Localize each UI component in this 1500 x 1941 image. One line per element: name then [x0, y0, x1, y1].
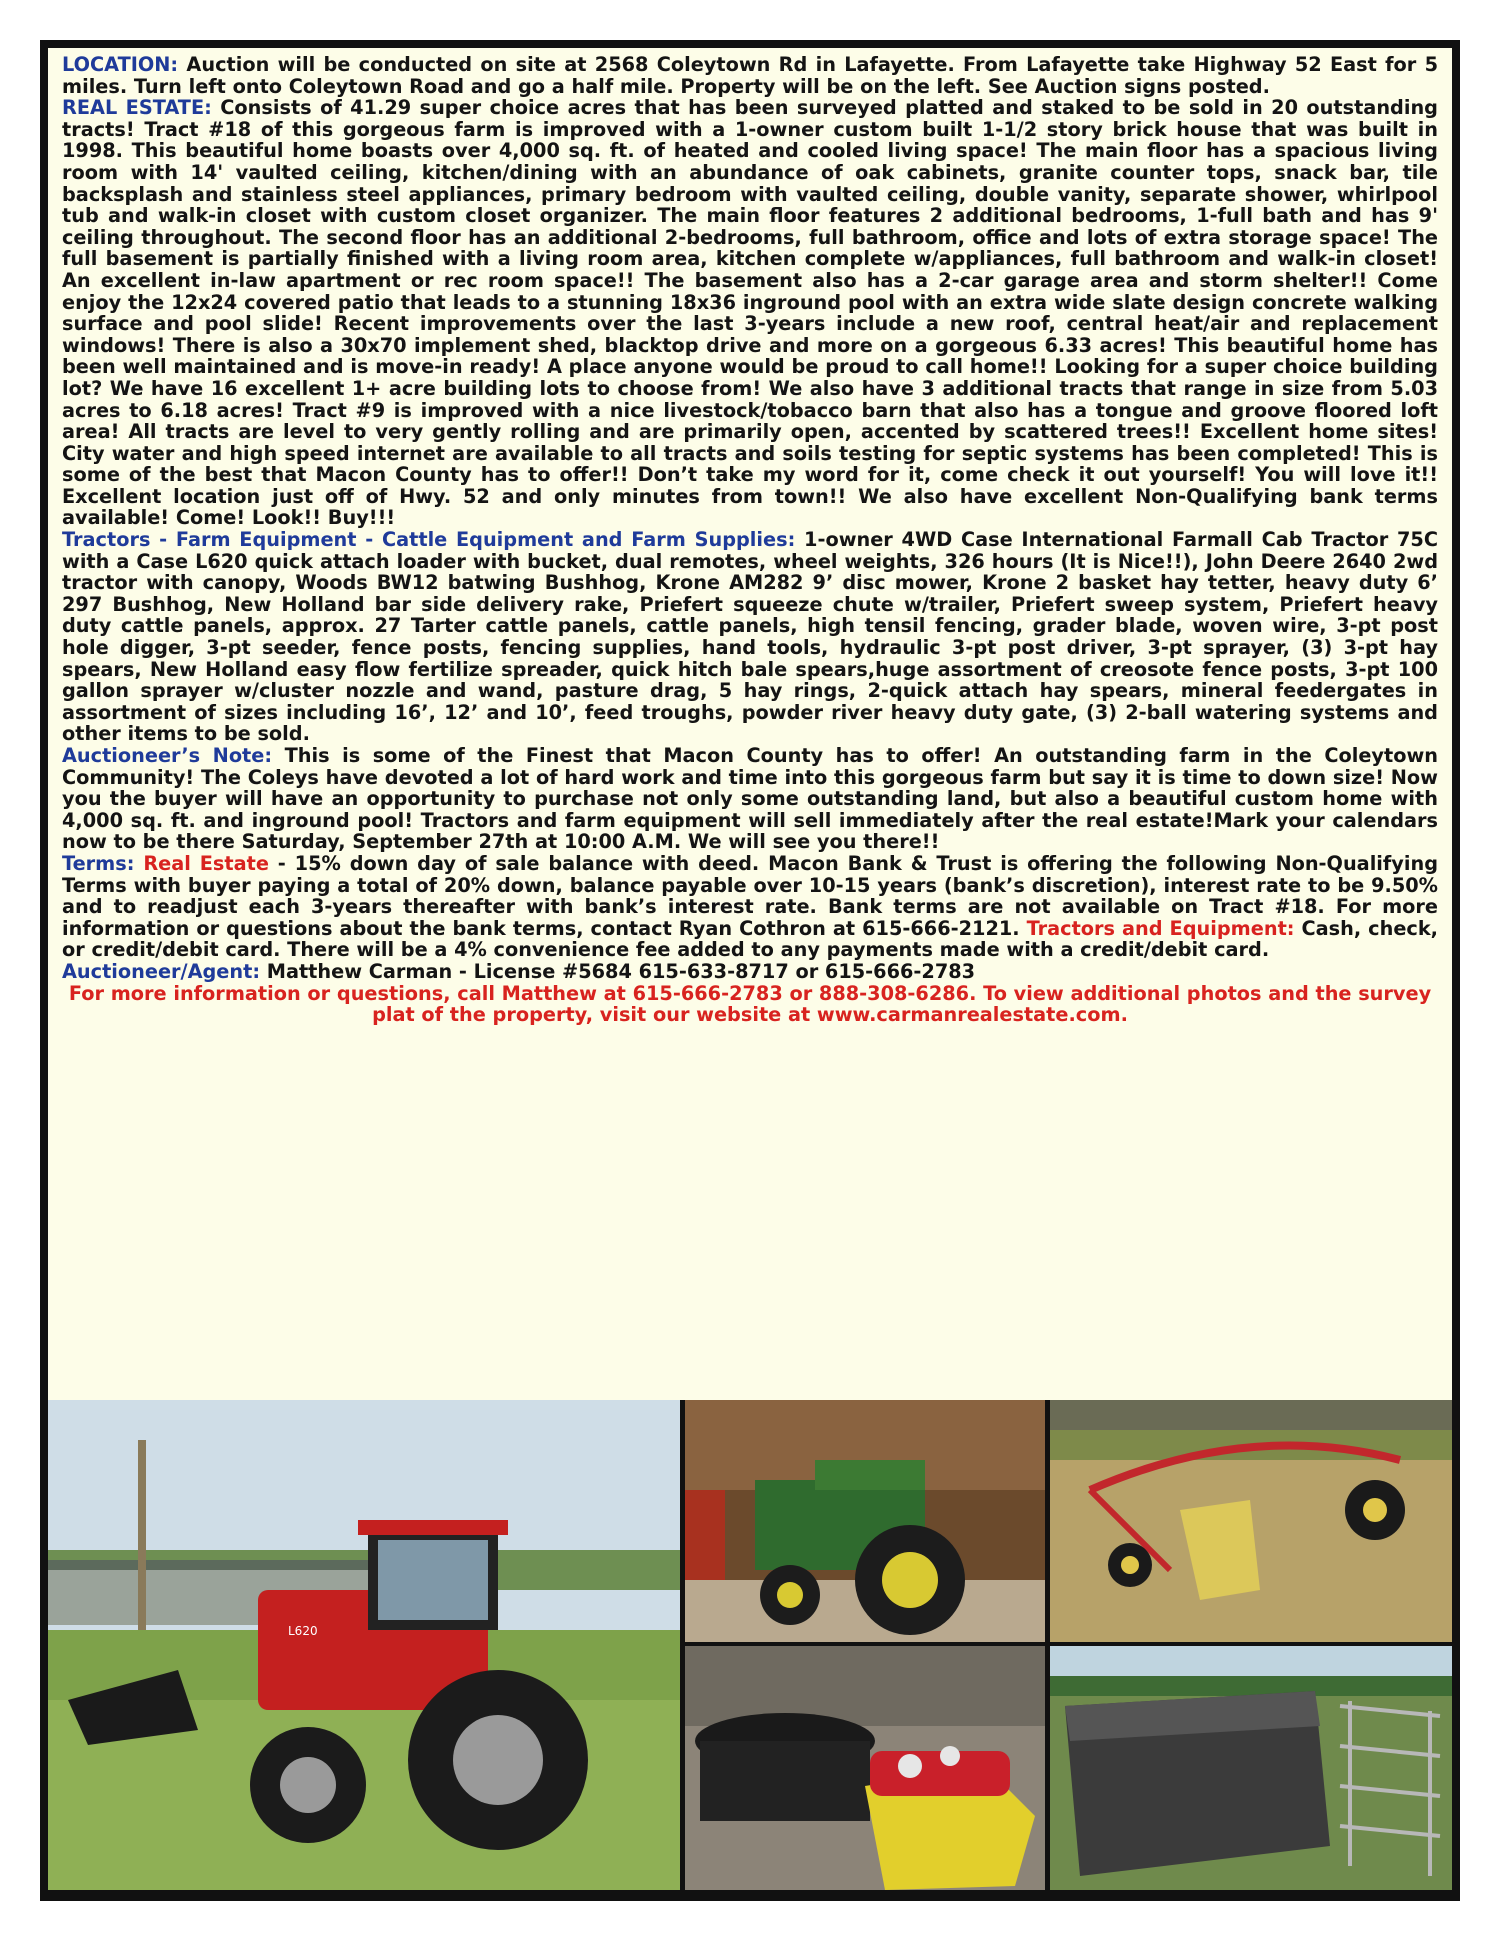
- agent-paragraph: [62, 961, 1438, 983]
- real-estate-label: REAL ESTATE:: [62, 96, 212, 120]
- case-tractor-photo: [48, 1400, 680, 1890]
- note-paragraph: [62, 745, 1438, 853]
- note-label: Auctioneer’s Note:: [62, 744, 273, 767]
- hay-rake-photo: [1050, 1400, 1452, 1642]
- location-text: Auction will be conducted on site at 2568 Coleytown Rd in Lafayette. From Lafayette take Highway 52 East for 5 miles. Turn left onto Coleytown Road and go a half mile. Property will be on the left. See Auction signs posted.: [62, 53, 1438, 98]
- auction-text-panel: [48, 48, 1452, 1400]
- terms-real-estate-label: Real Estate: [134, 851, 269, 875]
- terms-equipment-text: Cash, check, or credit/debit card. There will be a 4% convenience fee added to any payments made with a credit/debit card.: [62, 916, 1438, 962]
- note-text: This is some of the Finest that Macon County has to offer! An outstanding farm in the Coleytown Community! The Coleys have devoted a lot of hard work and time into this gorgeous farm but say it is time to down size! Now you the buyer will have an opportunity to purchase not only some outstanding land, but also a beautiful custom home with 4,000 sq. ft. and inground pool! Tractors and farm equipment will sell immediately after the real estate!Mark your calendars now to be there Saturday, September 27th at 10:00 A.M. We will see you there!!: [62, 744, 1438, 854]
- tractor-decal: L620: [288, 1624, 318, 1638]
- contact-footer: For more information or questions, call Matthew at 615-666-2783 or 888-308-6286. To view additional photos and the survey plat of the property, visit our website at www.carmanrealestate.com.: [68, 981, 1432, 1027]
- terms-real-estate-text: - 15% down day of sale balance with deed. Macon Bank & Trust is offering the following Non-Qualifying Terms with buyer paying a total of 20% down, balance payable over 10-15 years (bank’s discretion), interest rate to be 9.50% and to readjust each 3-years thereafter with bank’s interest rate. Bank terms are not available on Tract #18. For more information or questions about the bank terms, contact Ryan Cothron at 615-666-2121.: [62, 851, 1439, 940]
- cattle-panel-photo: [1050, 1646, 1452, 1890]
- real-estate-text: Consists of 41.29 super choice acres that has been surveyed platted and staked to be sold in 20 outstanding tracts! Tract #18 of this gorgeous farm is improved with a 1-owner custom built 1-1/2 story brick house that was built in 1998. This beautiful home boasts over 4,000 sq. ft. of heated and cooled living space! The main floor has a spacious living room with 14' vaulted ceiling, kitchen/dining with an abundance of oak cabinets, granite counter tops, snack bar, tile backsplash and stainless steel appliances, primary bedroom with vaulted ceiling, double vanity, separate shower, whirlpool tub and walk-in closet with custom closet organizer. The main floor features 2 additional bedrooms, 1-full bath and has 9' ceiling throughout. The second floor has an additional 2-bedrooms, full bathroom, office and lots of extra storage space! The full basement is partially finished with a living room area, kitchen complete w/appliances, full bathroom and walk-in closet! An excellent in-law apartment or rec room space!! The basement also has a 2-car garage area and storm shelter!! Come enjoy the 12x24 covered patio that leads to a stunning 18x36 inground pool with an extra wide slate design concrete walking surface and pool slide! Recent improvements over the last 3-years include a new roof, central heat/air and replacement windows! There is also a 30x70 implement shed, blacktop drive and more on a gorgeous 6.33 acres! This beautiful home has been well maintained and is move-in ready! A place anyone would be proud to call home!! Looking for a super choice building lot? We have 16 excellent 1+ acre building lots to choose from! We also have 3 additional tracts that range in size from 5.03 acres to 6.18 acres! Tract #9 is improved with a nice livestock/tobacco barn that also has a tongue and groove floored loft area! All tracts are level to very gently rolling and are primarily open, accented by scattered trees!! Excellent home sites! City water and high speed internet are available to all tracts and soils testing for septic systems has been completed! This is some of the best that Macon County has to offer!! Don’t take my word for it, come check it out yourself! You will love it!! Excellent location just off of Hwy. 52 and only minutes from town!! We also have excellent Non-Qualifying bank terms available! Come! Look!! Buy!!!: [62, 96, 1438, 530]
- equipment-text: 1-owner 4WD Case International Farmall Cab Tractor 75C with a Case L620 quick attach loader with bucket, dual remotes, wheel weights, 326 hours (It is Nice!!), John Deere 2640 2wd tractor with canopy, Woods BW12 batwing Bushhog, Krone AM282 9’ disc mower, Krone 2 basket hay tetter, heavy duty 6’ 297 Bushhog, New Holland bar side delivery rake, Priefert squeeze chute w/trailer, Priefert sweep system, Priefert heavy duty cattle panels, approx. 27 Tarter cattle panels, cattle panels, high tensil fencing, grader blade, woven wire, 3-pt post hole digger, 3-pt seeder, fence posts, fencing supplies, hand tools, hydraulic 3-pt post driver, 3-pt sprayer, (3) 3-pt hay spears, New Holland easy flow fertilize spreader, quick hitch bale spears,huge assortment of creosote fence posts, 3-pt 100 gallon sprayer w/cluster nozzle and wand, pasture drag, 5 hay rings, 2-quick attach hay spears, mineral feedergates in assortment of sizes including 16’, 12’ and 10’, feed troughs, powder river heavy duty gate, (3) 2-ball watering systems and other items to be sold.: [62, 528, 1438, 746]
- trough-feeder-photo: [685, 1646, 1045, 1890]
- terms-equipment-label: Tractors and Equipment:: [1019, 916, 1295, 940]
- location-paragraph: [62, 54, 1438, 97]
- real-estate-paragraph: [62, 97, 1438, 529]
- location-label: LOCATION:: [62, 53, 179, 76]
- terms-label: Terms:: [62, 851, 135, 875]
- equipment-paragraph: [62, 529, 1438, 745]
- agent-text: Matthew Carman - License #5684 615-633-8717 or 615-666-2783: [260, 959, 976, 983]
- john-deere-tractor-photo: [685, 1400, 1045, 1642]
- equipment-label: Tractors - Farm Equipment - Cattle Equipment and Farm Supplies:: [62, 528, 796, 552]
- terms-paragraph: [62, 853, 1438, 961]
- agent-label: Auctioneer/Agent:: [62, 959, 261, 983]
